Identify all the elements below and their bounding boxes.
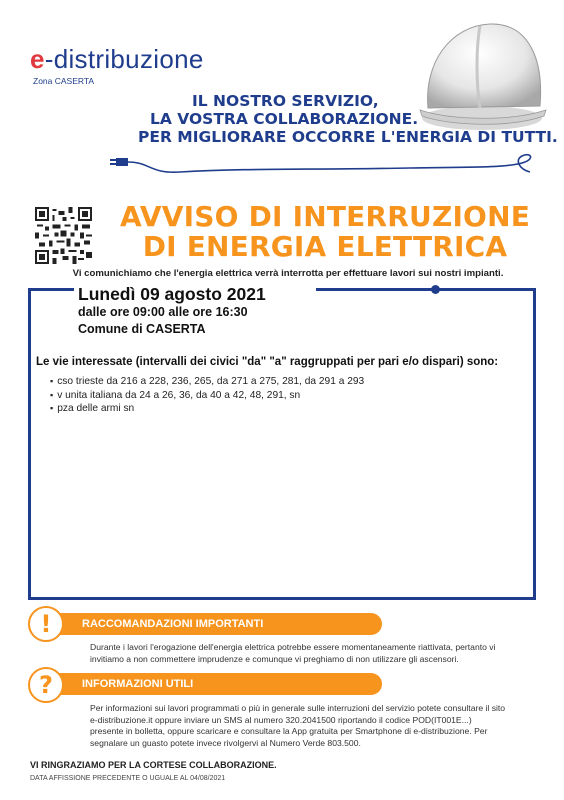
info-line-4: segnalare un guasto potete invece rivolgervi al Numero Verde 803.500. xyxy=(90,737,361,748)
frame-dot xyxy=(431,285,440,294)
notice-subtitle: Vi comunichiamo che l'energia elettrica verrà interrotta per effettuare lavori sui nostri impianti. xyxy=(72,268,504,279)
slogan xyxy=(138,92,558,146)
slogan-line-3: PER MIGLIORARE OCCORRE L'ENERGIA DI TUTTI. xyxy=(138,128,558,146)
frame-top-right xyxy=(316,288,536,291)
slogan-line-2: LA VOSTRA COLLABORAZIONE. xyxy=(150,110,419,128)
question-mark-icon: ? xyxy=(28,667,64,703)
outage-hours: dalle ore 09:00 alle ore 16:30 xyxy=(78,305,248,319)
streets-list xyxy=(50,375,364,416)
recommendations-line-2: invitiamo a non commettere imprudenze e comunque vi preghiamo di non utilizzare gli ascensori. xyxy=(90,653,459,664)
thanks-text: VI RINGRAZIAMO PER LA CORTESE COLLABORAZIONE. xyxy=(30,760,277,770)
logo-e: e xyxy=(30,44,45,74)
recommendations-title: RACCOMANDAZIONI IMPORTANTI xyxy=(52,613,382,635)
notice-title-line-1: AVVISO DI INTERRUZIONE xyxy=(119,200,531,233)
qr-code-icon xyxy=(35,207,92,264)
info-title: INFORMAZIONI UTILI xyxy=(52,673,382,695)
info-text xyxy=(90,703,530,749)
frame-top-left xyxy=(28,288,74,291)
info-line-3: presente in bolletta, oppure scaricare e consultare la App gratuita per Smartphone di e-distribuzione. Per xyxy=(90,726,488,736)
recommendations-line-1: Durante i lavori l'erogazione dell'energia elettrica potrebbe essere momentaneamente riattivata, pertanto vi xyxy=(90,642,496,652)
posting-date: DATA AFFISSIONE PRECEDENTE O UGUALE AL 04/08/2021 xyxy=(30,775,226,782)
street-item: ▪ cso trieste da 216 a 228, 236, 265, da 271 a 275, 281, da 291 a 293 xyxy=(50,375,364,389)
street-item: ▪ v unita italiana da 24 a 26, 36, da 40 a 42, 48, 291, sn xyxy=(50,389,364,403)
exclamation-icon: ! xyxy=(28,606,64,642)
notice-title xyxy=(100,202,550,262)
notice-title-line-2: DI ENERGIA ELETTRICA xyxy=(142,230,508,263)
slogan-line-1: IL NOSTRO SERVIZIO, xyxy=(192,92,379,110)
logo-text: -distribuzione xyxy=(44,44,204,74)
outage-date: Lunedì 09 agosto 2021 xyxy=(78,284,266,304)
outage-comune: Comune di CASERTA xyxy=(78,322,206,336)
streets-heading: Le vie interessate (intervalli dei civici "da" "a" raggruppati per pari e/o dispari) sono: xyxy=(36,356,499,368)
info-line-1: Per informazioni sui lavori programmati o più in generale sulle interruzioni del servizio potete consultare il sito xyxy=(90,703,506,713)
power-cable-icon xyxy=(110,148,550,180)
street-item: ▪ pza delle armi sn xyxy=(50,402,364,416)
company-logo xyxy=(30,44,204,75)
zone-label: Zona CASERTA xyxy=(33,76,95,86)
info-line-2: e-distribuzione.it oppure inviare un SMS al numero 320.2041500 riportando il codice POD(IT001E...) xyxy=(90,714,472,725)
recommendations-text xyxy=(90,642,530,665)
